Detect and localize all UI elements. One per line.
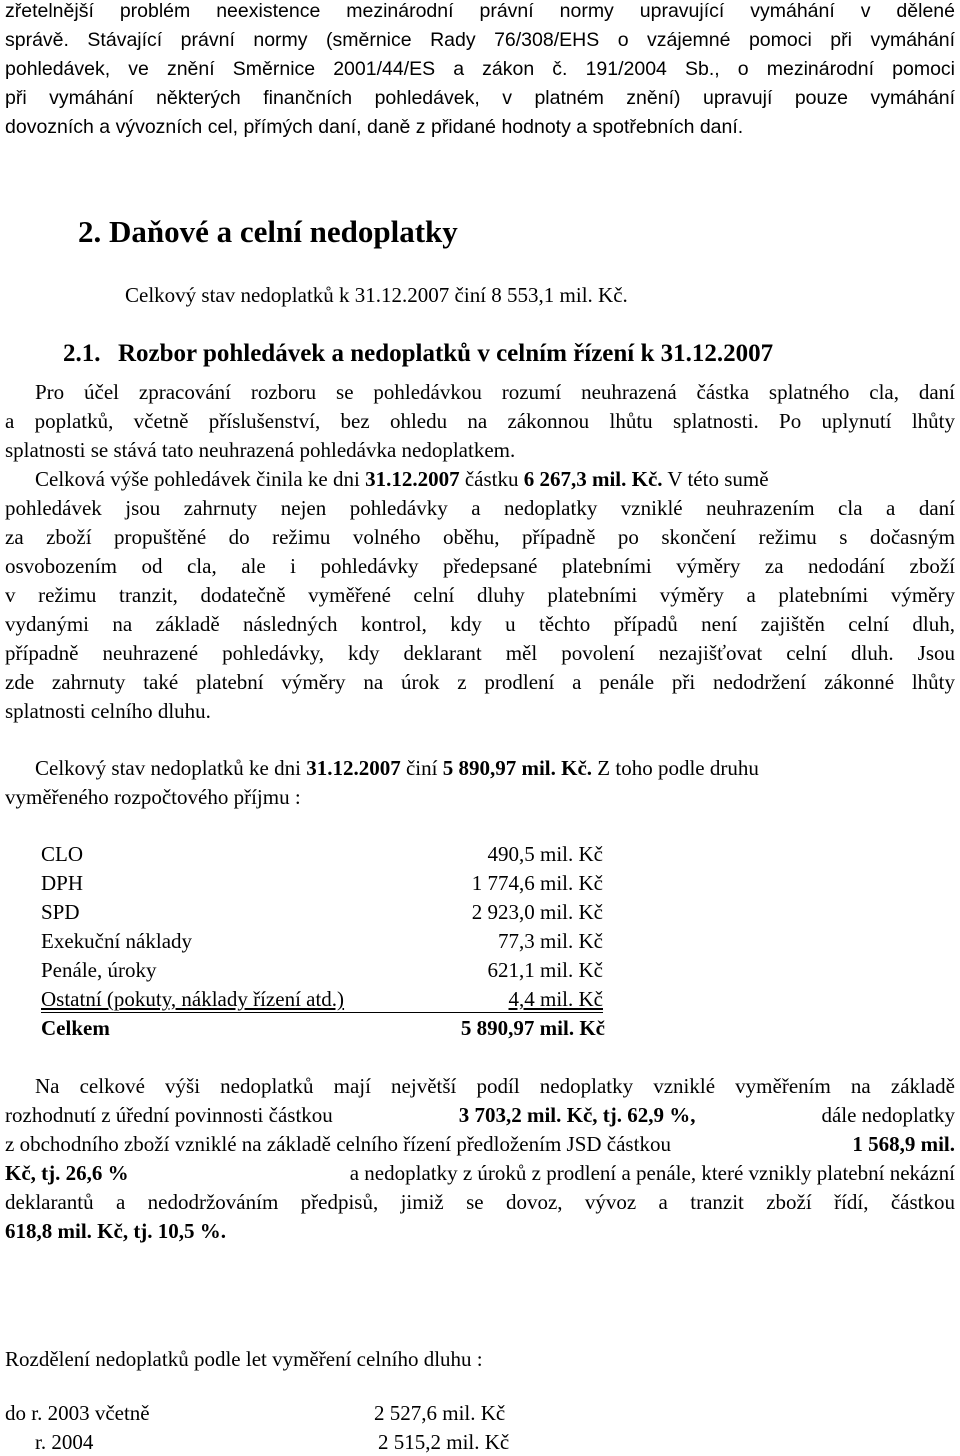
text-fragment: V této sumě <box>662 467 769 491</box>
table-total-label: Celkem <box>41 1016 110 1040</box>
summary-line: Na celkové výši nedoplatků mají největší podíl nedoplatky vzniklé vyměřením na základě <box>35 1074 955 1098</box>
summary-line: 618,8 mil. Kč, tj. 10,5 %. <box>5 1219 227 1243</box>
amount-value: 1 568,9 mil. <box>852 1132 955 1156</box>
table-row-label: DPH <box>41 871 84 895</box>
table-row-value: 77,3 mil. Kč <box>498 929 603 953</box>
table-row-value: 490,5 mil. Kč <box>487 842 603 866</box>
text-fragment: částku <box>459 467 524 491</box>
text-fragment: a nedoplatky z úroků z prodlení a penále, které vznikly platební nekázní <box>349 1161 955 1185</box>
intro-line: při vymáhání některých finančních pohledávek, v platném znění) upravují pouze vymáhání <box>5 87 955 109</box>
paragraph-line: zde zahrnuty také platební výměry na úrok z prodlení a penále při nedodržení zákonné lhůty <box>5 670 955 694</box>
intro-line: správě. Stávající právní normy (směrnice Rady 76/308/EHS o vzájemné pomoci při vymáhání <box>5 29 955 51</box>
table-row-value: 621,1 mil. Kč <box>487 958 603 982</box>
table-row-label: CLO <box>41 842 83 866</box>
table-total-value: 5 890,97 mil. Kč <box>460 1016 605 1040</box>
paragraph-line: Pro účel zpracování rozboru se pohledávkou rozumí neuhrazená částka splatného cla, daní <box>35 380 955 404</box>
distribution-title: Rozdělení nedoplatků podle let vyměření celního dluhu : <box>5 1347 483 1371</box>
table-row-label: Penále, úroky <box>41 958 157 982</box>
summary-line <box>5 1103 955 1128</box>
text-fragment: činí <box>400 756 443 780</box>
subsection-heading: Rozbor pohledávek a nedoplatků v celním řízení k 31.12.2007 <box>118 340 774 367</box>
paragraph-line: splatnosti celního dluhu. <box>5 699 211 723</box>
table-row-value: 4,4 mil. Kč <box>508 987 603 1011</box>
paragraph-line <box>35 756 955 781</box>
table-row-value: 1 774,6 mil. Kč <box>471 871 603 895</box>
distribution-row-label: r. 2004 <box>35 1430 94 1454</box>
paragraph-line: pohledávek jsou zahrnuty nejen pohledávky a nedoplatky vzniklé neuhrazením cla a daní <box>5 496 955 520</box>
text-fragment: dále nedoplatky <box>821 1103 955 1127</box>
date-value: 31.12.2007 <box>365 467 460 491</box>
paragraph-line: a poplatků, včetně příslušenství, bez ohledu na zákonnou lhůtu splatnosti. Po uplynutí lhůty <box>5 409 955 433</box>
total-arrears-line: Celkový stav nedoplatků k 31.12.2007 činí 8 553,1 mil. Kč. <box>125 283 628 307</box>
date-value: 31.12.2007 <box>306 756 401 780</box>
intro-line: pohledávek, ve znění Směrnice 2001/44/ES a zákon č. 191/2004 Sb., o mezinárodní pomoci <box>5 58 955 80</box>
subsection-number: 2.1. <box>63 340 101 367</box>
intro-line: zřetelnější problém neexistence mezinárodní právní normy upravující vymáhání v dělené <box>5 0 955 22</box>
paragraph-line: případně neuhrazené pohledávky, kdy deklarant měl povolení nezajišťovat celní dluh. Jsou <box>5 641 955 665</box>
table-sum-rule <box>41 1012 603 1013</box>
text-fragment: z obchodního zboží vzniklé na základě celního řízení předložením JSD částkou <box>5 1132 671 1156</box>
table-row-label: Ostatní (pokuty, náklady řízení atd.) <box>41 987 345 1011</box>
amount-value: 6 267,3 mil. Kč. <box>523 467 663 491</box>
amount-value: 5 890,97 mil. Kč. <box>442 756 593 780</box>
summary-line <box>5 1161 955 1186</box>
summary-line <box>5 1132 955 1157</box>
section-heading: 2. Daňové a celní nedoplatky <box>78 214 458 249</box>
summary-line: deklarantů a nedodržováním předpisů, jimiž se dovoz, vývoz a tranzit zboží řídí, částkou <box>5 1190 955 1214</box>
distribution-row-label: do r. 2003 včetně <box>5 1401 150 1425</box>
amount-value: Kč, tj. 26,6 % <box>5 1161 129 1185</box>
distribution-row-value: 2 515,2 mil. Kč <box>378 1430 510 1454</box>
text-fragment: Z toho podle druhu <box>592 756 759 780</box>
text-fragment: rozhodnutí z úřední povinnosti částkou <box>5 1103 333 1127</box>
paragraph-line: vyměřeného rozpočtového příjmu : <box>5 785 301 809</box>
distribution-row-value: 2 527,6 mil. Kč <box>374 1401 506 1425</box>
text-fragment: Celkový stav nedoplatků ke dni <box>35 756 307 780</box>
table-row-value: 2 923,0 mil. Kč <box>471 900 603 924</box>
paragraph-line <box>35 467 955 492</box>
paragraph-line: za zboží propuštěné do režimu volného oběhu, případně po skončení režimu s dočasným <box>5 525 955 549</box>
paragraph-line: v režimu tranzit, dodatečně vyměřené celní dluhy platebními výměry a platebními výměry <box>5 583 955 607</box>
paragraph-line: splatnosti se stává tato neuhrazená pohledávka nedoplatkem. <box>5 438 516 462</box>
amount-value: 3 703,2 mil. Kč, tj. 62,9 %, <box>458 1103 696 1127</box>
paragraph-line: vydanými na základě následných kontrol, kdy u těchto případů není zajištěn celní dluh, <box>5 612 955 636</box>
table-row-label: Exekuční náklady <box>41 929 193 953</box>
intro-line: dovozních a vývozních cel, přímých daní, daně z přidané hodnoty a spotřebních daní. <box>5 116 744 138</box>
paragraph-line: osvobozením od cla, ale i pohledávky předepsané platebními výměry za nedodání zboží <box>5 554 955 578</box>
text-fragment: Celková výše pohledávek činila ke dni <box>35 467 366 491</box>
table-row-label: SPD <box>41 900 80 924</box>
